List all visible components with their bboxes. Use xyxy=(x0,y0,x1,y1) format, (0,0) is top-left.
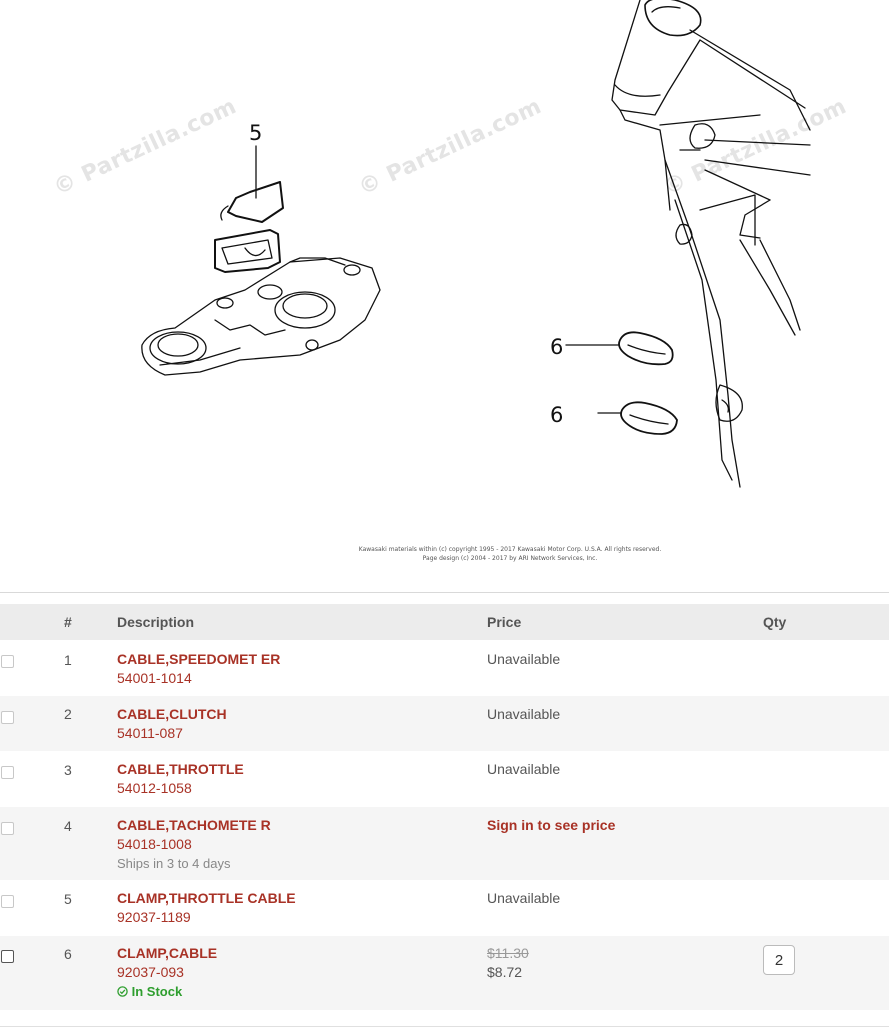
row-checkbox[interactable] xyxy=(1,950,14,963)
header-price: Price xyxy=(487,614,522,630)
part-number-link[interactable]: 54011-087 xyxy=(117,725,183,741)
part-name-link[interactable]: CABLE,CLUTCH xyxy=(117,706,227,722)
watermark: © Partzilla.com xyxy=(355,94,546,201)
price-status: Unavailable xyxy=(487,890,561,906)
table-row xyxy=(0,807,889,880)
price-status: Unavailable xyxy=(487,651,561,667)
part-number-link[interactable]: 92037-093 xyxy=(117,964,184,980)
row-number: 2 xyxy=(64,706,72,722)
divider xyxy=(0,592,889,593)
table-header xyxy=(0,604,889,640)
table-row xyxy=(0,751,889,807)
part-number-link[interactable]: 54001-1014 xyxy=(117,670,192,686)
sale-price: $8.72 xyxy=(487,964,523,980)
part-number-link[interactable]: 54012-1058 xyxy=(117,780,192,796)
part-name-link[interactable]: CABLE,SPEEDOMET ER xyxy=(117,651,281,667)
row-checkbox[interactable] xyxy=(1,895,14,908)
table-row xyxy=(0,936,889,1010)
part-number-link[interactable]: 54018-1008 xyxy=(117,836,192,852)
row-number: 3 xyxy=(64,762,72,778)
row-checkbox[interactable] xyxy=(1,711,14,724)
callout-6a: 6 xyxy=(550,335,564,359)
price-status: Unavailable xyxy=(487,706,561,722)
frame-drawing xyxy=(612,0,810,487)
watermark: © Partzilla.com xyxy=(660,94,851,201)
header-description: Description xyxy=(117,614,195,630)
shipping-note: Ships in 3 to 4 days xyxy=(117,856,231,871)
part-name-link[interactable]: CABLE,TACHOMETE R xyxy=(117,817,271,833)
parts-table xyxy=(0,604,889,1010)
header-num: # xyxy=(64,614,72,630)
price-status: Unavailable xyxy=(487,761,561,777)
page-design-text: Page design (c) 2004 - 2017 by ARI Network Services, Inc. xyxy=(422,555,598,562)
callout-6b: 6 xyxy=(550,403,564,427)
row-number: 5 xyxy=(64,891,72,907)
row-number: 6 xyxy=(64,946,72,962)
part-name-link[interactable]: CABLE,THROTTLE xyxy=(117,761,244,777)
watermark: © Partzilla.com xyxy=(50,94,241,201)
row-checkbox[interactable] xyxy=(1,822,14,835)
original-price: $11.30 xyxy=(487,945,529,961)
row-checkbox[interactable] xyxy=(1,766,14,779)
part-name-link[interactable]: CLAMP,CABLE xyxy=(117,945,218,961)
copyright-text: Kawasaki materials within (c) copyright 1995 - 2017 Kawasaki Motor Corp. U.S.A. All rights reserved. xyxy=(358,546,662,553)
quantity-input[interactable]: 2 xyxy=(763,945,795,975)
header-qty: Qty xyxy=(763,614,787,630)
row-number: 1 xyxy=(64,652,72,668)
table-row xyxy=(0,880,889,936)
table-row xyxy=(0,640,889,696)
part-name-link[interactable]: CLAMP,THROTTLE CABLE xyxy=(117,890,296,906)
triple-clamp-drawing xyxy=(142,258,380,375)
part-5-clamp-drawing xyxy=(215,146,283,272)
row-number: 4 xyxy=(64,818,72,834)
row-checkbox[interactable] xyxy=(1,655,14,668)
sign-in-price-link[interactable]: Sign in to see price xyxy=(487,817,616,833)
part-6-clamps-drawing xyxy=(566,332,677,434)
table-row xyxy=(0,696,889,751)
divider xyxy=(0,1026,889,1027)
callout-5: 5 xyxy=(249,121,263,145)
stock-label: In Stock xyxy=(131,984,183,999)
stock-status xyxy=(117,982,217,1001)
part-number-link[interactable]: 92037-1189 xyxy=(117,909,191,925)
check-circle-icon xyxy=(117,984,132,999)
